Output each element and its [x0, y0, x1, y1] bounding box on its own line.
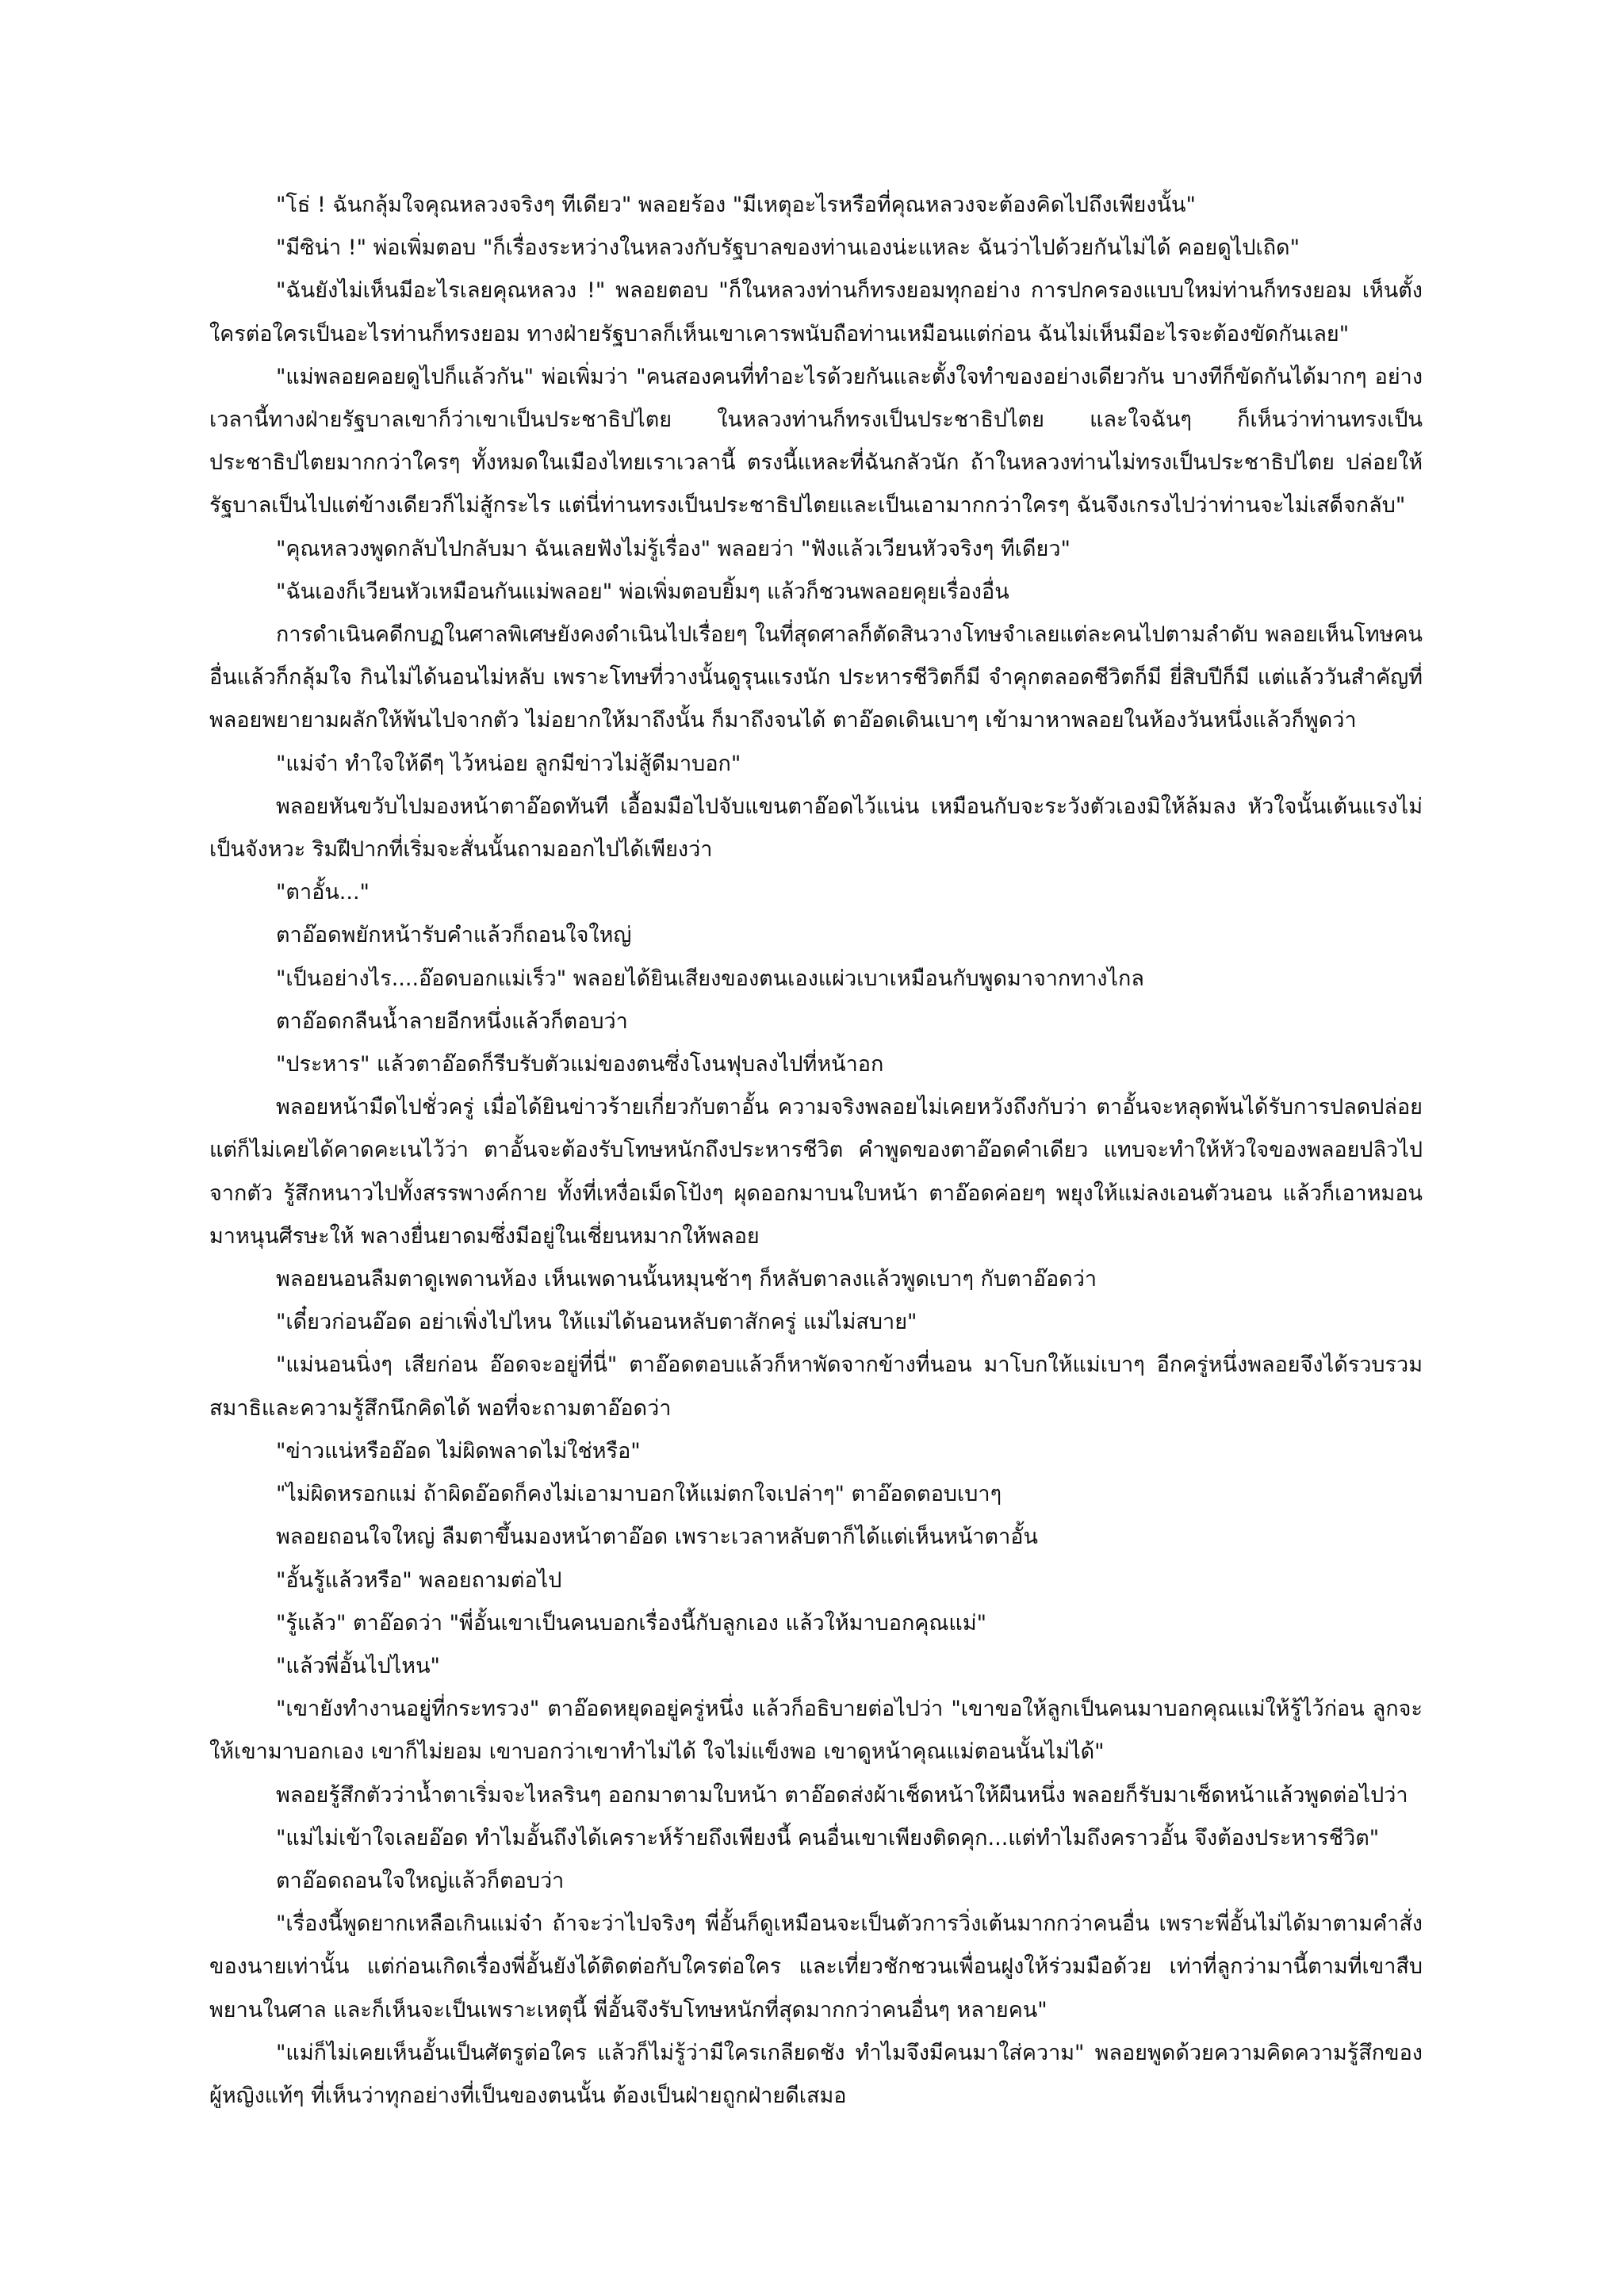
- paragraph: "แม่นอนนิ่งๆ เสียก่อน อ๊อดจะอยู่ที่นี่" ตาอ๊อดตอบแล้วก็หาพัดจากข้างที่นอน มาโบกให้แม่เบาๆ อีกครู่หนึ่งพลอยจึงได้รวบรวมสมาธิและความรู้สึกนึกคิดได้ พอที่จะถามตาอ๊อดว่า: [209, 1353, 1423, 1421]
- paragraph: "แม่พลอยคอยดูไปก็แล้วกัน" พ่อเพิ่มว่า "คนสองคนที่ทำอะไรด้วยกันและตั้งใจทำของอย่างเดียวกัน บางทีก็ขัดกันได้มากๆ อย่างเวลานี้ทางฝ่ายรัฐบาลเขาก็ว่าเขาเป็นประชาธิปไตย ในหลวงท่านก็ทรงเป็นประชาธิปไตย และใจฉันๆ ก็เห็นว่าท่านทรงเป็นประชาธิปไตยมากกว่าใครๆ ทั้งหมดในเมืองไทยเราเวลานี้ ตรงนี้แหละที่ฉันกลัวนัก ถ้าในหลวงท่านไม่ทรงเป็นประชาธิปไตย ปล่อยให้รัฐบาลเป็นไปแต่ข้างเดียวก็ไม่สู้กระไร แต่นี่ท่านทรงเป็นประชาธิปไตยและเป็นเอามากกว่าใครๆ ฉันจึงเกรงไปว่าท่านจะไม่เสด็จกลับ": [209, 364, 1423, 519]
- paragraph: ตาอ๊อดกลืนน้ำลายอีกหนึ่งแล้วก็ตอบว่า: [276, 1008, 628, 1034]
- body-text: [209, 184, 1423, 2118]
- paragraph: "เป็นอย่างไร....อ๊อดบอกแม่เร็ว" พลอยได้ยินเสียงของตนเองแผ่วเบาเหมือนกับพูดมาจากทางไกล: [276, 966, 1144, 991]
- paragraph: "ประหาร" แล้วตาอ๊อดก็รีบรับตัวแม่ของตนซึ่งโงนฟุบลงไปที่หน้าอก: [276, 1052, 884, 1077]
- paragraph: พลอยนอนลืมตาดูเพดานห้อง เห็นเพดานนั้นหมุนช้าๆ ก็หลับตาลงแล้วพูดเบาๆ กับตาอ๊อดว่า: [276, 1267, 1097, 1292]
- paragraph: "ข่าวแน่หรืออ๊อด ไม่ผิดพลาดไม่ใช่หรือ": [276, 1438, 641, 1464]
- paragraph: พลอยหน้ามืดไปชั่วครู่ เมื่อได้ยินข่าวร้ายเกี่ยวกับตาอั้น ความจริงพลอยไม่เคยหวังถึงกับว่า ตาอั้นจะหลุดพ้นได้รับการปลดปล่อย แต่ก็ไม่เคยได้คาดคะเนไว้ว่า ตาอั้นจะต้องรับโทษหนักถึงประหารชีวิต คำพูดของตาอ๊อดคำเดียว แทบจะทำให้หัวใจของพลอยปลิวไปจากตัว รู้สึกหนาวไปทั้งสรรพางค์กาย ทั้งที่เหงื่อเม็ดโป้งๆ ผุดออกมาบนใบหน้า ตาอ๊อดค่อยๆ พยุงให้แม่ลงเอนตัวนอน แล้วก็เอาหมอนมาหนุนศีรษะให้ พลางยื่นยาดมซึ่งมีอยู่ในเชี่ยนหมากให้พลอย: [209, 1095, 1423, 1249]
- paragraph: "แล้วพี่อั้นไปไหน": [276, 1653, 440, 1678]
- paragraph: "แม่ก็ไม่เคยเห็นอั้นเป็นศัตรูต่อใคร แล้วก็ไม่รู้ว่ามีใครเกลียดชัง ทำไมจึงมีคนมาใส่ความ" พลอยพูดด้วยความคิดความรู้สึกของผู้หญิงแท้ๆ ที่เห็นว่าทุกอย่างที่เป็นของตนนั้น ต้องเป็นฝ่ายถูกฝ่ายดีเสมอ: [209, 2040, 1423, 2108]
- paragraph: "รู้แล้ว" ตาอ๊อดว่า "พี่อั้นเขาเป็นคนบอกเรื่องนี้กับลูกเอง แล้วให้มาบอกคุณแม่": [276, 1610, 987, 1636]
- paragraph: ตาอ๊อดพยักหน้ารับคำแล้วก็ถอนใจใหญ่: [276, 923, 632, 948]
- paragraph: พลอยหันขวับไปมองหน้าตาอ๊อดทันที เอื้อมมือไปจับแขนตาอ๊อดไว้แน่น เหมือนกับจะระวังตัวเองมิให้ล้มลง หัวใจนั้นเต้นแรงไม่เป็นจังหวะ ริมฝีปากที่เริ่มจะสั่นนั้นถามออกไปได้เพียงว่า: [209, 794, 1423, 863]
- paragraph: ตาอ๊อดถอนใจใหญ่แล้วก็ตอบว่า: [276, 1868, 565, 1893]
- paragraph: "โธ่ ! ฉันกลุ้มใจคุณหลวงจริงๆ ทีเดียว" พลอยร้อง "มีเหตุอะไรหรือที่คุณหลวงจะต้องคิดไปถึงเพียงนั้น": [276, 193, 1196, 217]
- paragraph: "ตาอั้น...": [276, 880, 370, 905]
- paragraph: พลอยถอนใจใหญ่ ลืมตาขึ้นมองหน้าตาอ๊อด เพราะเวลาหลับตาก็ได้แต่เห็นหน้าตาอั้น: [276, 1525, 1038, 1550]
- paragraph: "ฉันยังไม่เห็นมีอะไรเลยคุณหลวง !" พลอยตอบ "ก็ในหลวงท่านก็ทรงยอมทุกอย่าง การปกครองแบบใหม่ท่านก็ทรงยอม เห็นตั้งใครต่อใครเป็นอะไรท่านก็ทรงยอม ทางฝ่ายรัฐบาลก็เห็นเขาเคารพนับถือท่านเหมือนแต่ก่อน ฉันไม่เห็นมีอะไรจะต้องขัดกันเลย": [209, 278, 1423, 346]
- paragraph: "เดี๋ยวก่อนอ๊อด อย่าเพิ่งไปไหน ให้แม่ได้นอนหลับตาสักครู่ แม่ไม่สบาย": [276, 1310, 917, 1335]
- paragraph: "อั้นรู้แล้วหรือ" พลอยถามต่อไป: [276, 1567, 562, 1593]
- paragraph: "ฉันเองก็เวียนหัวเหมือนกันแม่พลอย" พ่อเพิ่มตอบยิ้มๆ แล้วก็ชวนพลอยคุยเรื่องอื่น: [276, 579, 1009, 604]
- paragraph: "เขายังทำงานอยู่ที่กระทรวง" ตาอ๊อดหยุดอยู่ครู่หนึ่ง แล้วก็อธิบายต่อไปว่า "เขาขอให้ลูกเป็นคนมาบอกคุณแม่ให้รู้ไว้ก่อน ลูกจะให้เขามาบอกเอง เขาก็ไม่ยอม เขาบอกว่าเขาทำไม่ได้ ใจไม่แข็งพอ เขาดูหน้าคุณแม่ตอนนั้นไม่ได้": [209, 1697, 1423, 1765]
- paragraph: "มีซิน่า !" พ่อเพิ่มตอบ "ก็เรื่องระหว่างในหลวงกับรัฐบาลของท่านเองน่ะแหละ ฉันว่าไปด้วยกันไม่ได้ คอยดูไปเถิด": [276, 235, 1300, 261]
- paragraph: "ไม่ผิดหรอกแม่ ถ้าผิดอ๊อดก็คงไม่เอามาบอกให้แม่ตกใจเปล่าๆ" ตาอ๊อดตอบเบาๆ: [276, 1482, 1002, 1507]
- paragraph: การดำเนินคดีกบฏในศาลพิเศษยังคงดำเนินไปเรื่อยๆ ในที่สุดศาลก็ตัดสินวางโทษจำเลยแต่ละคนไปตามลำดับ พลอยเห็นโทษคนอื่นแล้วก็กลุ้มใจ กินไม่ได้นอนไม่หลับ เพราะโทษที่วางนั้นดูรุนแรงนัก ประหารชีวิตก็มี จำคุกตลอดชีวิตก็มี ยี่สิบปีก็มี แต่แล้ววันสำคัญที่พลอยพยายามผลักให้พ้นไปจากตัว ไม่อยากให้มาถึงนั้น ก็มาถึงจนได้ ตาอ๊อดเดินเบาๆ เข้ามาหาพลอยในห้องวันหนึ่งแล้วก็พูดว่า: [209, 622, 1423, 733]
- paragraph: "แม่ไม่เข้าใจเลยอ๊อด ทำไมอั้นถึงได้เคราะห์ร้ายถึงเพียงนี้ คนอื่นเขาเพียงติดคุก...แต่ทำไมถึงคราวอั้น จึงต้องประหารชีวิต": [276, 1825, 1380, 1850]
- paragraph: พลอยรู้สึกตัวว่าน้ำตาเริ่มจะไหลรินๆ ออกมาตามใบหน้า ตาอ๊อดส่งผ้าเช็ดหน้าให้ผืนหนึ่ง พลอยก็รับมาเช็ดหน้าแล้วพูดต่อไปว่า: [276, 1782, 1408, 1808]
- paragraph: "แม่จ๋า ทำใจให้ดีๆ ไว้หน่อย ลูกมีข่าวไม่สู้ดีมาบอก": [276, 751, 741, 776]
- paragraph: "เรื่องนี้พูดยากเหลือเกินแม่จ๋า ถ้าจะว่าไปจริงๆ พี่อั้นก็ดูเหมือนจะเป็นตัวการวิ่งเต้นมากกว่าคนอื่น เพราะพี่อั้นไม่ได้มาตามคำสั่งของนายเท่านั้น แต่ก่อนเกิดเรื่องพี่อั้นยังได้ติดต่อกับใครต่อใคร และเที่ยวชักชวนเพื่อนฝูงให้ร่วมมือด้วย เท่าที่ลูกว่ามานี้ตามที่เขาสืบพยานในศาล และก็เห็นจะเป็นเพราะเหตุนี้ พี่อั้นจึงรับโทษหนักที่สุดมากกว่าคนอื่นๆ หลายคน": [209, 1911, 1423, 2022]
- paragraph: "คุณหลวงพูดกลับไปกลับมา ฉันเลยฟังไม่รู้เรื่อง" พลอยว่า "ฟังแล้วเวียนหัวจริงๆ ทีเดียว": [276, 536, 1071, 561]
